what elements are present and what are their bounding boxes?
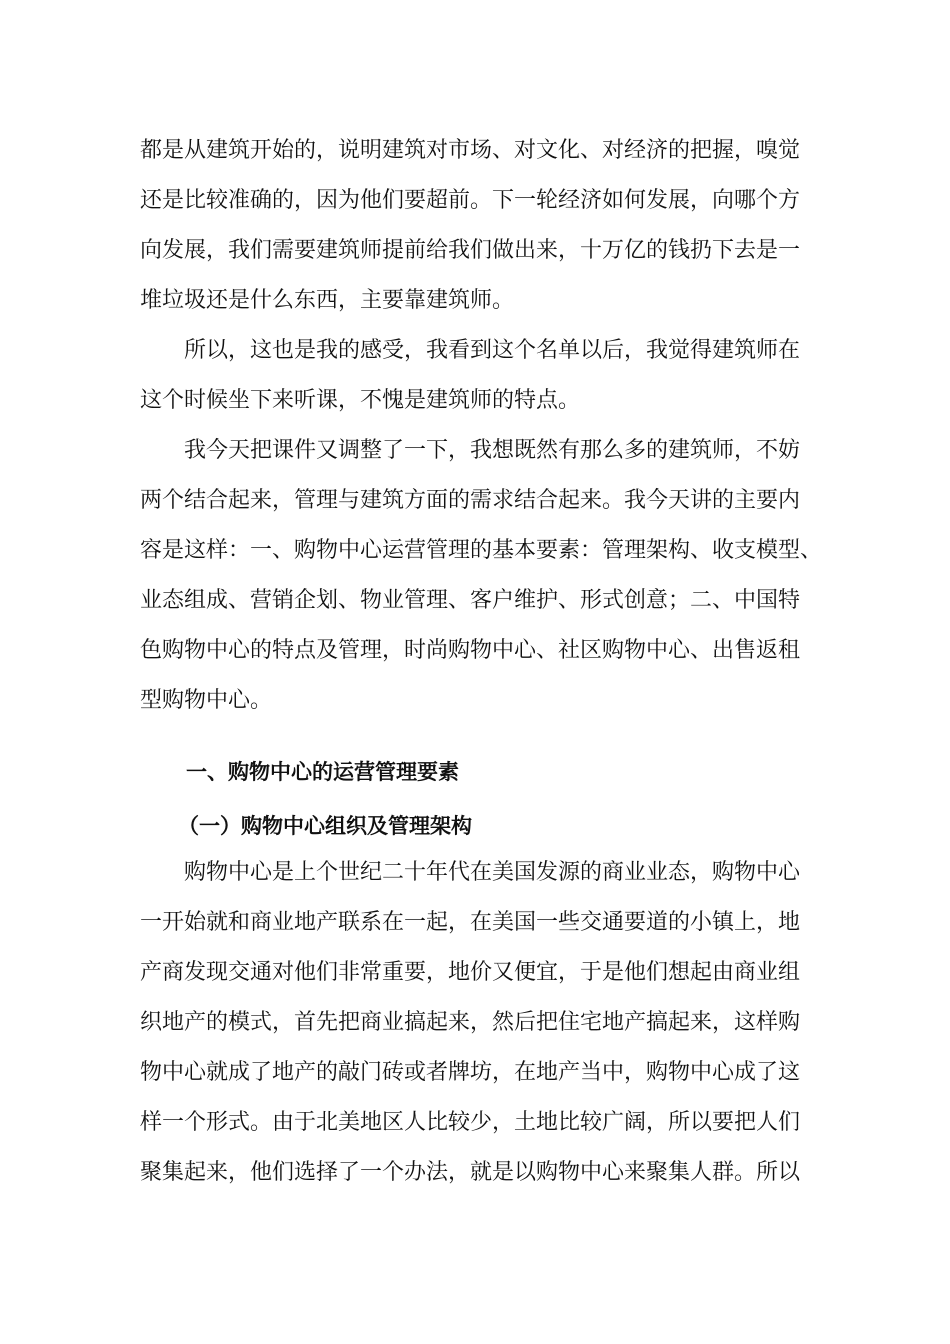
text-line: 我今天把课件又调整了一下，我想既然有那么多的建筑师，不妨 [184,438,801,463]
text-line: 产商发现交通对他们非常重要，地价又便宜，于是他们想起由商业组 [140,960,801,985]
text-line: 向发展，我们需要建筑师提前给我们做出来，十万亿的钱扔下去是一 [140,238,801,263]
text-line: 织地产的模式，首先把商业搞起来，然后把住宅地产搞起来，这样购 [140,1010,801,1035]
text-line: 聚集起来，他们选择了一个办法，就是以购物中心来聚集人群。所以 [140,1160,801,1185]
text-line: 这个时候坐下来听课，不愧是建筑师的特点。 [140,388,581,413]
text-line: 两个结合起来，管理与建筑方面的需求结合起来。我今天讲的主要内 [140,488,801,513]
paragraph-continuation [140,126,820,326]
section-title: 一、购物中心的运营管理要素 [186,759,459,784]
subsection-heading [178,806,858,846]
section-heading [186,752,866,792]
text-line: 色购物中心的特点及管理，时尚购物中心、社区购物中心、出售返租 [140,638,801,663]
text-line: 容是这样：一、购物中心运营管理的基本要素：管理架构、收支模型、 [140,538,823,563]
paragraph-history [140,848,820,1198]
text-line: 堆垃圾还是什么东西，主要靠建筑师。 [140,288,515,313]
text-line: 还是比较准确的，因为他们要超前。下一轮经济如何发展，向哪个方 [140,188,801,213]
paragraph-course-outline [140,426,823,726]
text-line: 型购物中心。 [140,688,273,713]
text-line: 都是从建筑开始的，说明建筑对市场、对文化、对经济的把握，嗅觉 [140,138,801,163]
paragraph-feeling [140,326,820,426]
text-line: 购物中心是上个世纪二十年代在美国发源的商业业态，购物中心 [184,860,801,885]
text-line: 样一个形式。由于北美地区人比较少，土地比较广阔，所以要把人们 [140,1110,801,1135]
text-line: 一开始就和商业地产联系在一起，在美国一些交通要道的小镇上，地 [140,910,801,935]
text-line: 物中心就成了地产的敲门砖或者牌坊，在地产当中，购物中心成了这 [140,1060,801,1085]
text-line: 业态组成、营销企划、物业管理、客户维护、形式创意；二、中国特 [140,588,801,613]
subsection-title: （一）购物中心组织及管理架构 [178,813,472,838]
text-line: 所以，这也是我的感受，我看到这个名单以后，我觉得建筑师在 [184,338,801,363]
